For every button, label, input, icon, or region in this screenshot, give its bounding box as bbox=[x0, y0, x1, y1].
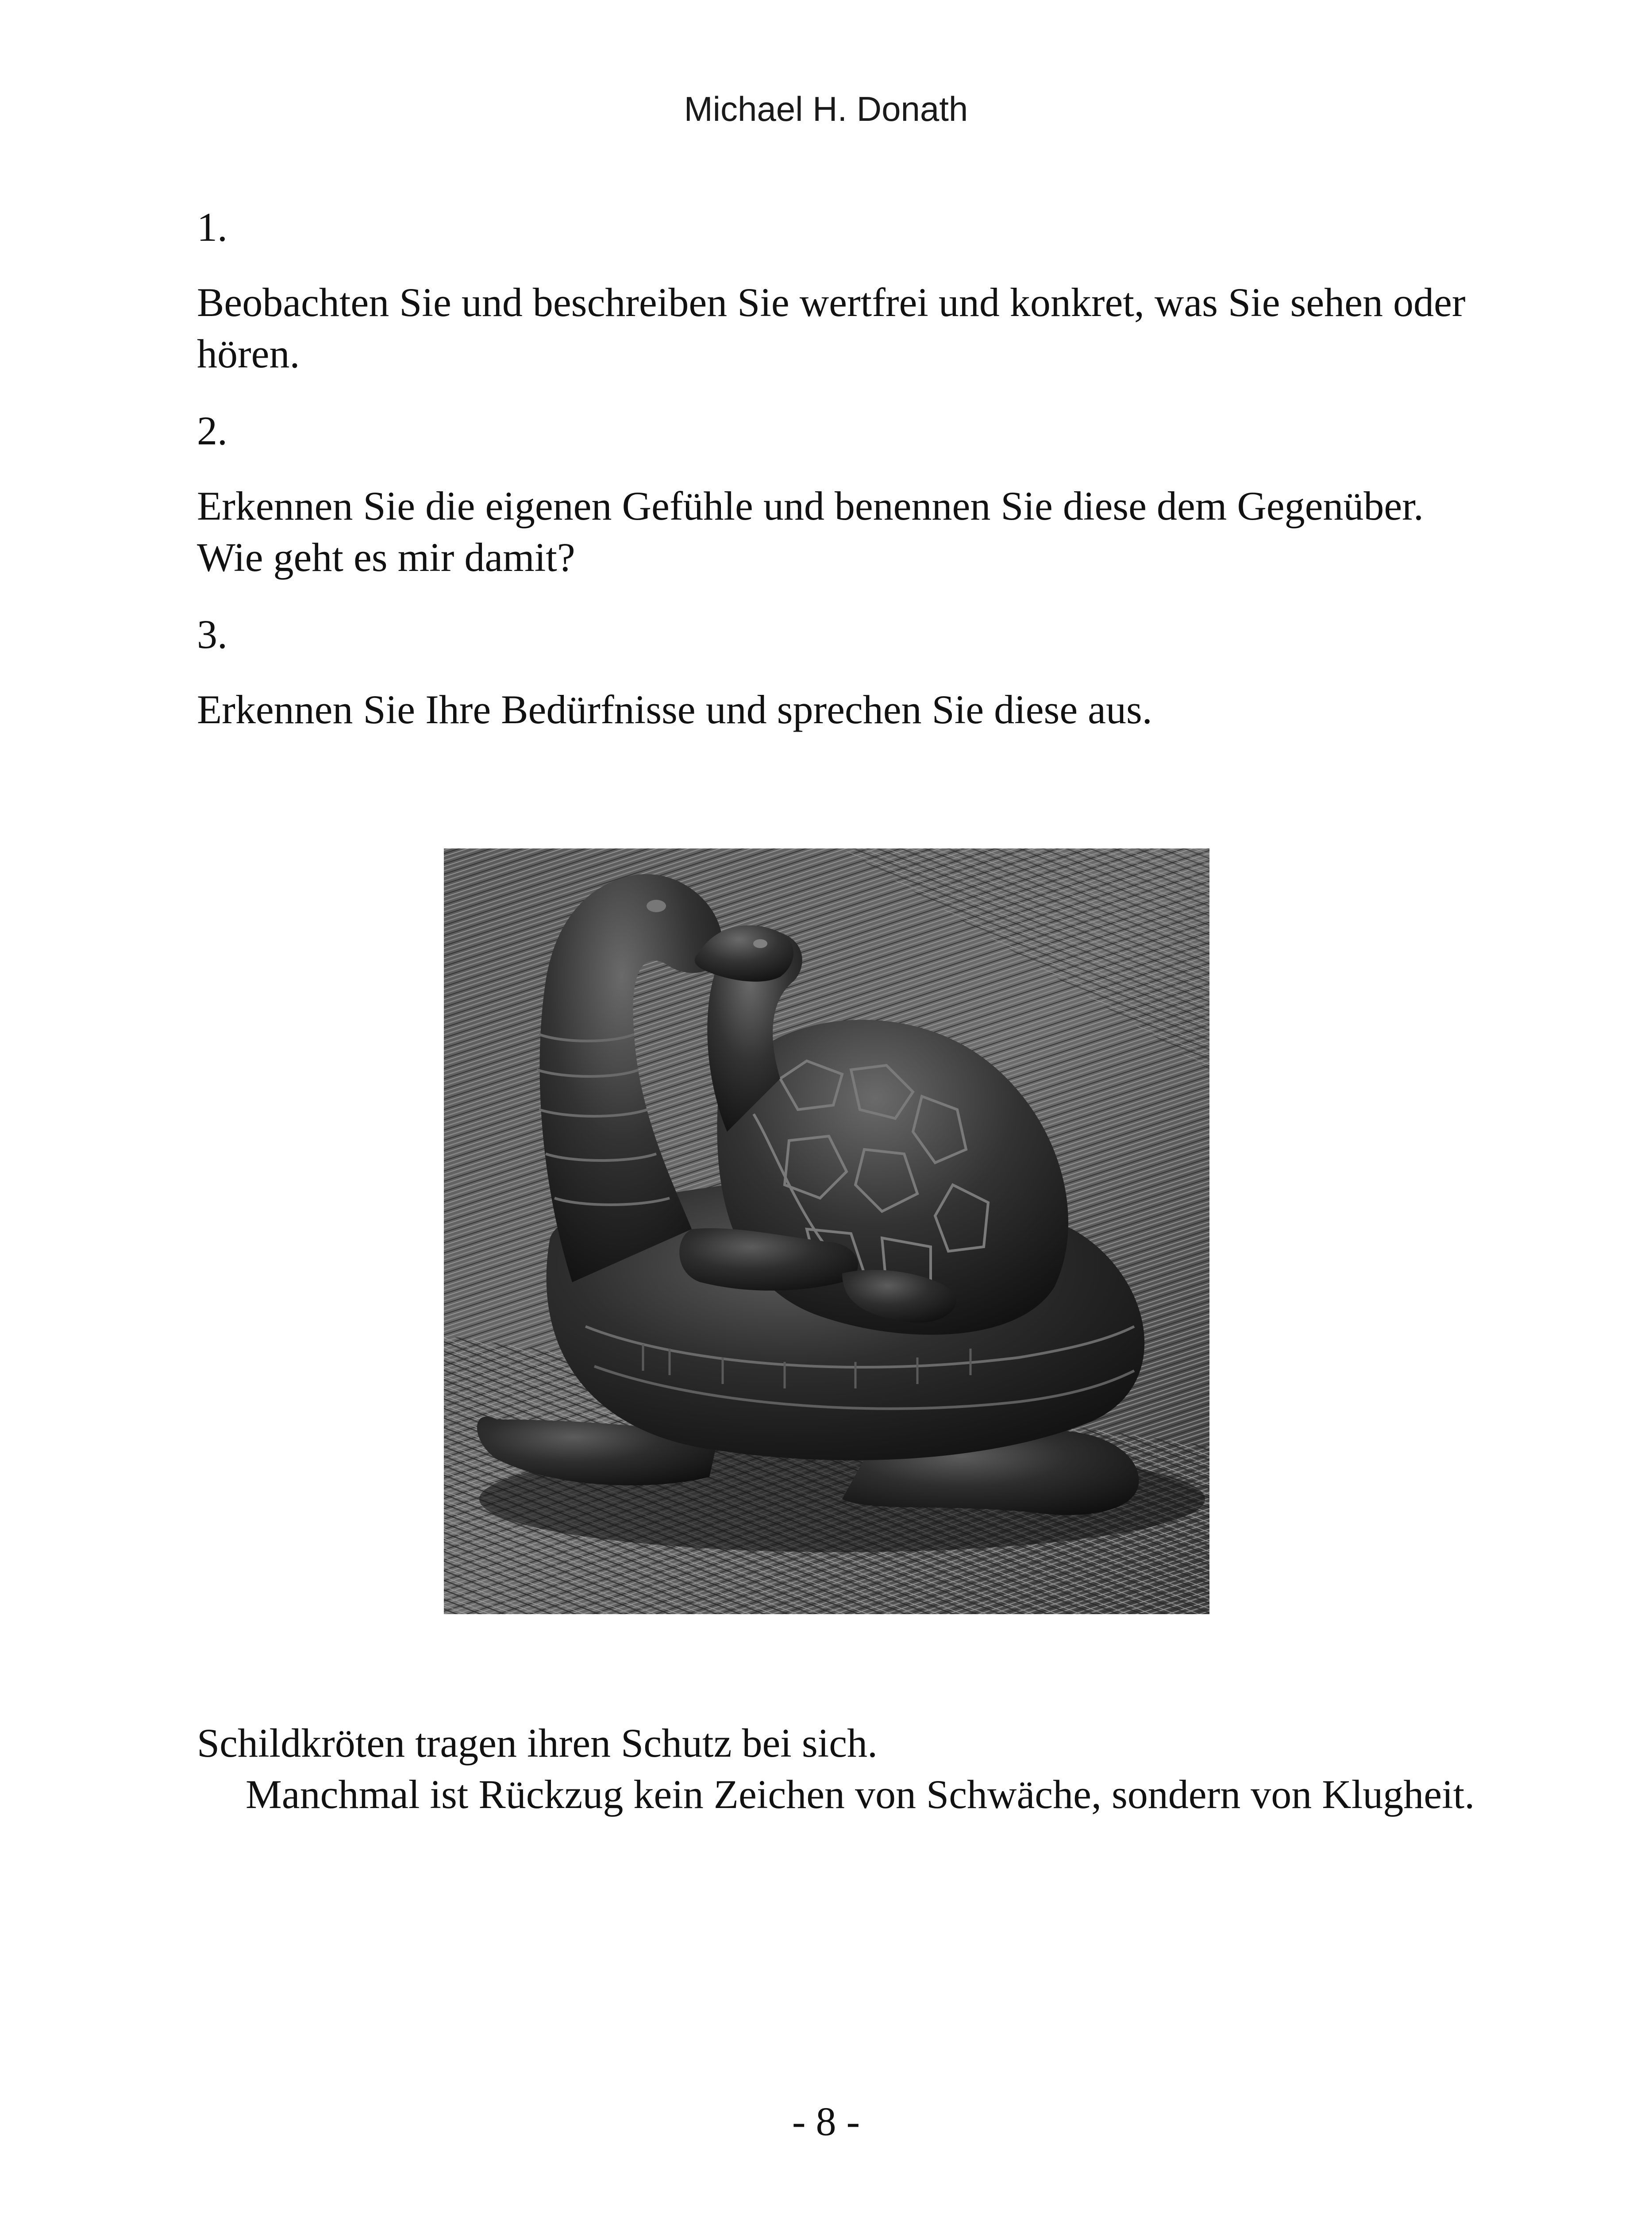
step-2-number: 2. bbox=[197, 408, 227, 453]
step-2-text-line-2: Wie geht es mir damit? bbox=[197, 535, 575, 580]
step-1-text-line-1: Beobachten Sie und beschreiben Sie wertfrei und konkret, was Sie sehen oder bbox=[197, 280, 1466, 325]
step-3-text-line-1: Erkennen Sie Ihre Bedürfnisse und sprechen Sie diese aus. bbox=[197, 687, 1152, 732]
step-2-text-line-1: Erkennen Sie die eigenen Gefühle und benennen Sie diese dem Gegenüber. bbox=[197, 483, 1424, 528]
running-header-author: Michael H. Donath bbox=[684, 89, 968, 128]
page-number: - 8 - bbox=[792, 2099, 860, 2144]
caption-line-1: Schildkröten tragen ihren Schutz bei sich. bbox=[197, 1720, 878, 1766]
caption-line-2: Manchmal ist Rückzug kein Zeichen von Schwäche, sondern von Klugheit. bbox=[246, 1772, 1475, 1817]
step-1-text-line-2: hören. bbox=[197, 331, 300, 376]
turtle-sculpture-photo bbox=[444, 848, 1209, 1614]
step-1-number: 1. bbox=[197, 204, 227, 250]
step-3-number: 3. bbox=[197, 612, 227, 657]
